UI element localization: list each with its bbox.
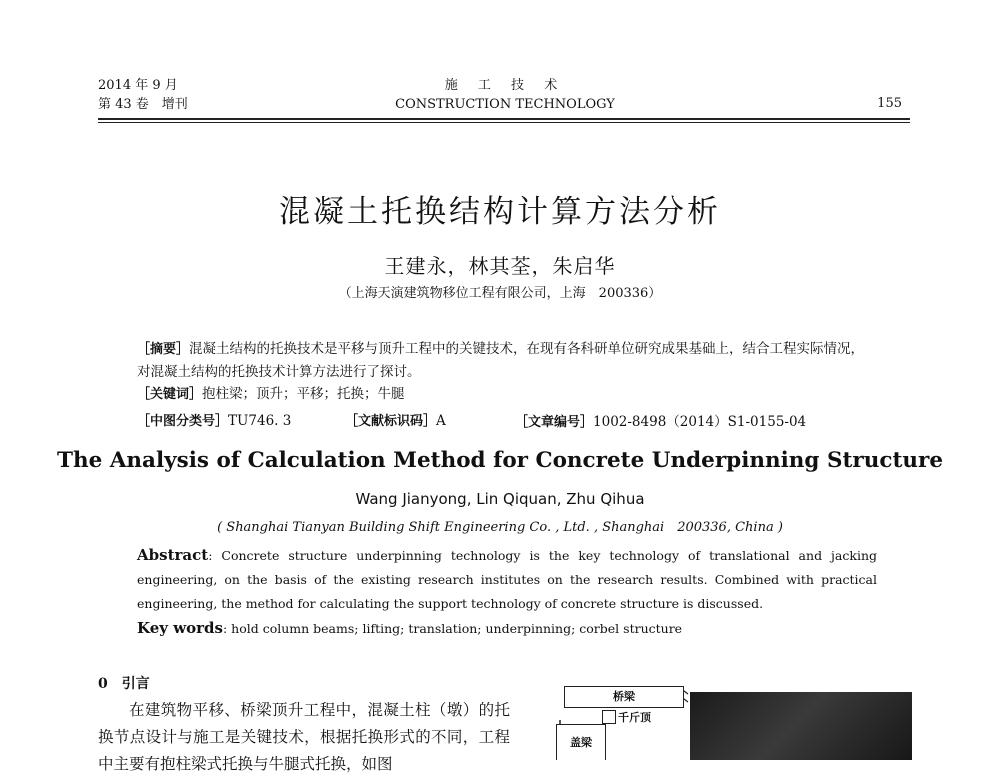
- document-code: [345, 410, 446, 429]
- jack-label: 千斤顶: [618, 711, 651, 724]
- authors-en: Wang Jianyong, Lin Qiquan, Zhu Qihua: [355, 490, 645, 508]
- affiliation-en: ( Shanghai Tianyan Building Shift Engineering Co. , Ltd. , Shanghai 200336, China ): [217, 520, 783, 535]
- abstract-en: Abstract: Concrete structure underpinning technology is the key technology of translational and jacking engineering, on the basis of the existing research institutes on the research results. Combined with practical engineering, the method for calculating the support technology of concrete structure is discussed.: [137, 546, 878, 611]
- abstract-cn: [137, 338, 877, 406]
- underpinning-figure: [552, 680, 912, 760]
- doc-code-label: ［文献标识码］: [345, 414, 437, 429]
- journal-name-cn: 施 工 技 术: [444, 78, 566, 93]
- clc-label: ［中图分类号］: [137, 414, 229, 429]
- page-number: 155: [877, 96, 902, 111]
- site-photo: [690, 692, 912, 760]
- bridge-beam-box: [564, 686, 684, 708]
- article-no-value: 1002-8498（2014）S1-0155-04: [593, 414, 807, 430]
- article-title-en: The Analysis of Calculation Method for Concrete Underpinning Structure: [56, 448, 944, 473]
- keywords-en: Key words: hold column beams; lifting; translation; underpinning; corbel structure: [137, 619, 683, 637]
- jack-box: [602, 710, 616, 724]
- abstract-label-cn: ［摘要］: [137, 342, 190, 357]
- issue-volume: 第 43 卷 增刊: [98, 97, 188, 112]
- section-heading: 0 引言: [98, 676, 150, 692]
- header-rule-thick: [98, 118, 910, 120]
- issue-info: [98, 76, 188, 114]
- cap-beam-label: 盖梁: [570, 736, 592, 749]
- affiliation-cn: （上海天演建筑物移位工程有限公司，上海 200336）: [338, 286, 662, 301]
- intro-paragraph: 在建筑物平移、桥梁顶升工程中，混凝土柱（墩）的托换节点设计与施工是关键技术，根据托换形式的不同，工程中主要有抱柱梁式托换与牛腿式托换，如图: [98, 701, 510, 773]
- cap-beam-box: [556, 724, 606, 760]
- keywords-text-en: hold column beams; lifting; translation; underpinning; corbel structure: [231, 621, 683, 636]
- header-rule-thin: [98, 122, 910, 123]
- article-no-label: ［文章编号］: [515, 415, 594, 430]
- authors-cn: 王建永，林其荃，朱启华: [384, 254, 616, 278]
- abstract-label-en: Abstract: [137, 546, 209, 564]
- keywords-text-cn: 抱柱梁；顶升；平移；托换；牛腿: [202, 386, 405, 402]
- bridge-beam-label: 桥梁: [613, 690, 635, 703]
- intro-body: [98, 697, 510, 778]
- keywords-label-en: Key words: [137, 619, 223, 637]
- journal-name: [360, 76, 650, 114]
- abstract-cn-paragraph: [137, 338, 877, 383]
- issue-date: 2014 年 9 月: [98, 78, 178, 93]
- clc-code: [137, 410, 291, 429]
- keywords-label-cn: ［关键词］: [137, 387, 203, 402]
- abstract-text-en: Concrete structure underpinning technology is the key technology of translational and jacking engineering, on the basis of the existing research institutes on the research results. Combined with practical engineering, the method for calculating the support technology of concrete structure is discussed.: [137, 548, 878, 611]
- article-title-cn: 混凝土托换结构计算方法分析: [279, 194, 721, 230]
- keywords-cn: [137, 383, 877, 406]
- article-number: [515, 410, 806, 430]
- abstract-text-cn: 混凝土结构的托换技术是平移与顶升工程中的关键技术，在现有各科研单位研究成果基础上，结合工程实际情况，对混凝土结构的托换技术计算方法进行了探讨。: [137, 341, 865, 380]
- journal-name-en: CONSTRUCTION TECHNOLOGY: [395, 97, 615, 112]
- doc-code-value: A: [436, 413, 446, 429]
- clc-value: TU746. 3: [228, 413, 292, 429]
